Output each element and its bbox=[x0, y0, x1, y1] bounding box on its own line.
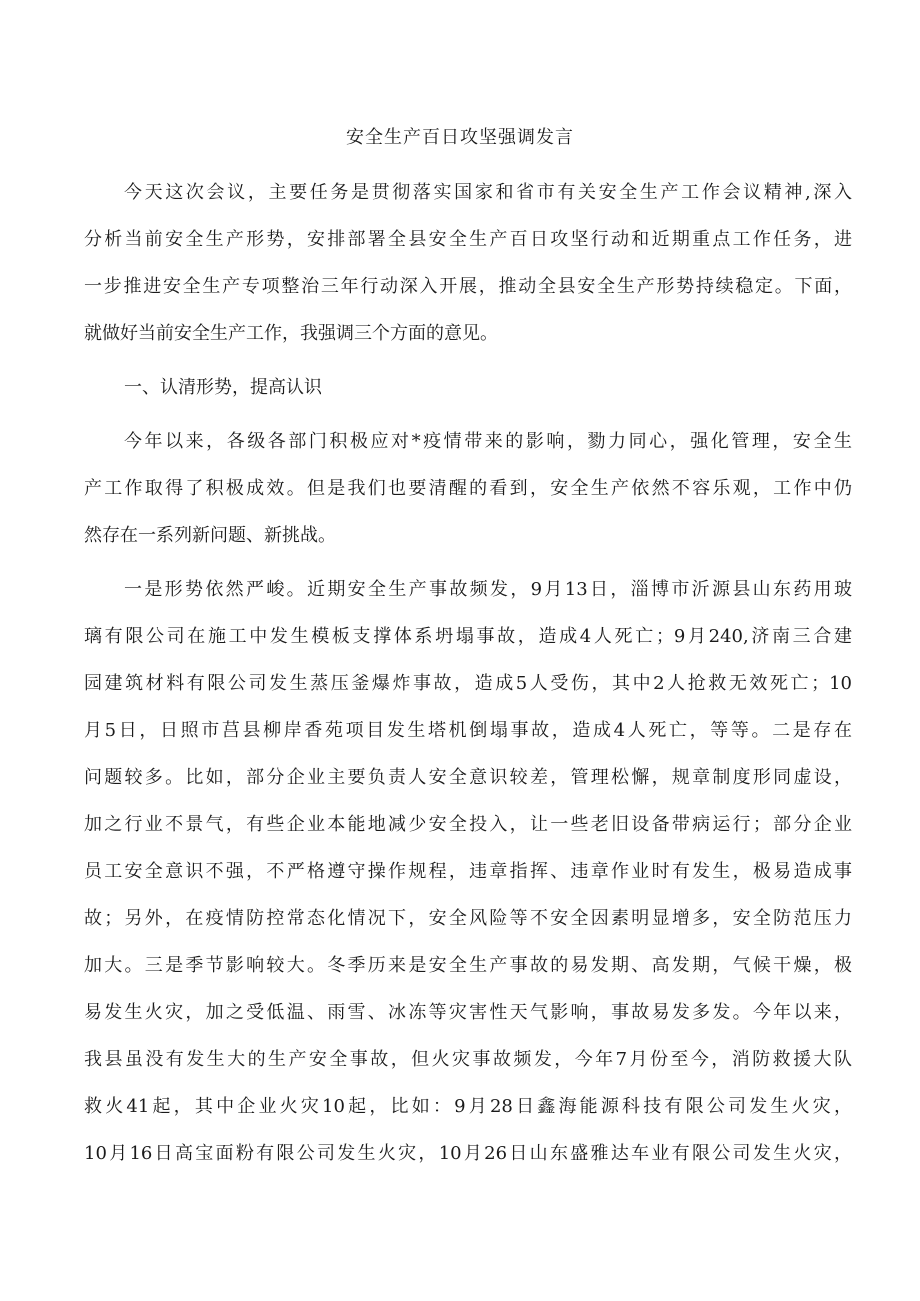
paragraph-line: 然存在一系列新问题、新挑战。 bbox=[84, 525, 336, 546]
paragraph-line: 我县虽没有发生大的生产安全事故，但火灾事故频发，今年7月份至今，消防救援大队 bbox=[84, 1049, 852, 1070]
paragraph-line: 故；另外，在疫情防控常态化情况下，安全风险等不安全因素明显增多，安全防范压力 bbox=[84, 908, 852, 929]
paragraph-line: 月5日，日照市莒县柳岸香苑项目发生塔机倒塌事故，造成4人死亡，等等。二是存在 bbox=[84, 720, 852, 741]
document-title: 安全生产百日攻坚强调发言 bbox=[346, 127, 574, 148]
section-heading: 一、认清形势，提高认识 bbox=[124, 377, 322, 398]
paragraph-line: 加之行业不景气，有些企业本能地减少安全投入，让一些老旧设备带病运行；部分企业 bbox=[84, 814, 852, 835]
paragraph-line: 就做好当前安全生产工作，我强调三个方面的意见。 bbox=[84, 323, 498, 344]
paragraph-line: 一是形势依然严峻。近期安全生产事故频发，9月13日，淄博市沂源县山东药用玻 bbox=[124, 579, 852, 600]
paragraph-line: 一步推进安全生产专项整治三年行动深入开展，推动全县安全生产形势持续稳定。下面， bbox=[84, 276, 852, 297]
paragraph-line: 10月16日高宝面粉有限公司发生火灾，10月26日山东盛雅达车业有限公司发生火灾， bbox=[84, 1143, 852, 1164]
paragraph-line: 分析当前安全生产形势，安排部署全县安全生产百日攻坚行动和近期重点工作任务，进 bbox=[84, 229, 852, 250]
paragraph-line: 产工作取得了积极成效。但是我们也要清醒的看到，安全生产依然不容乐观，工作中仍 bbox=[84, 478, 852, 499]
paragraph-line: 救火41起，其中企业火灾10起，比如：9月28日鑫海能源科技有限公司发生火灾， bbox=[84, 1096, 852, 1117]
paragraph-line: 园建筑材料有限公司发生蒸压釜爆炸事故，造成5人受伤，其中2人抢救无效死亡；10 bbox=[84, 673, 852, 694]
paragraph-line: 璃有限公司在施工中发生模板支撑体系坍塌事故，造成4人死亡；9月240,济南三合建 bbox=[84, 626, 852, 647]
paragraph-line: 问题较多。比如，部分企业主要负责人安全意识较差，管理松懈，规章制度形同虚设， bbox=[84, 767, 852, 788]
paragraph-line: 员工安全意识不强，不严格遵守操作规程，违章指挥、违章作业时有发生，极易造成事 bbox=[84, 861, 852, 882]
paragraph-line: 今年以来，各级各部门积极应对*疫情带来的影响，勠力同心，强化管理，安全生 bbox=[124, 431, 852, 452]
paragraph-line: 易发生火灾，加之受低温、雨雪、冰冻等灾害性天气影响，事故易发多发。今年以来， bbox=[84, 1002, 852, 1023]
paragraph-line: 加大。三是季节影响较大。冬季历来是安全生产事故的易发期、高发期，气候干燥，极 bbox=[84, 955, 852, 976]
paragraph-line: 今天这次会议，主要任务是贯彻落实国家和省市有关安全生产工作会议精神,深入 bbox=[124, 182, 852, 203]
